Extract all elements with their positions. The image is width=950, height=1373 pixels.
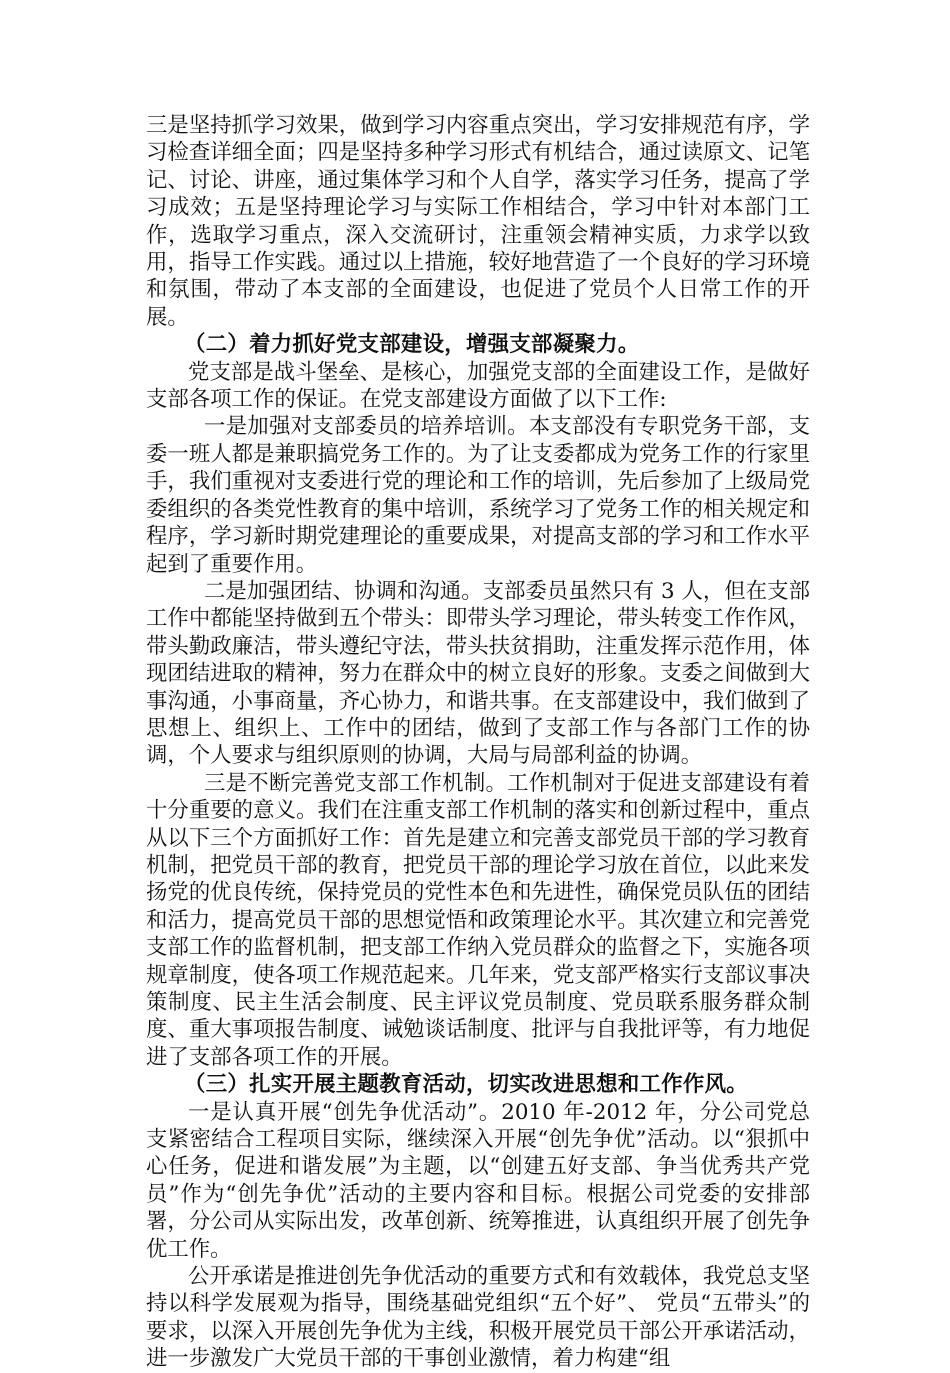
paragraph-committee-training: 一是加强对支部委员的培养培训。本支部没有专职党务干部，支委一班人都是兼职搞党务工作的。为了让支委都成为党务工作的行家里手，我们重视对支委进行党的理论和工作的培训，先后参加了上级局党委组织的各类党性教育的集中培训，系统学习了党务工作的相关规定和程序，学习新时期党建理论的重要成果，对提高支部的学习和工作水平起到了重要作用。 xyxy=(146,414,810,577)
section-heading-3: （三）扎实开展主题教育活动，切实改进思想和工作作风。 xyxy=(184,1072,748,1098)
paragraph-study-measures: 三是坚持抓学习效果，做到学习内容重点突出，学习安排规范有序，学习检查详细全面；四是坚持多种学习形式有机结合，通过读原文、记笔记、讨论、讲座，通过集体学习和个人自学，落实学习任务，提高了学习成效；五是坚持理论学习与实际工作相结合，学习中针对本部门工作，选取学习重点，深入交流研讨，注重领会精神实质，力求学以致用，指导工作实践。通过以上措施，较好地营造了一个良好的学习环境和氛围，带动了本支部的全面建设，也促进了党员个人日常工作的开展。 xyxy=(146,113,810,330)
paragraph-public-commitment: 公开承诺是推进创先争优活动的重要方式和有效载体，我党总支坚持以科学发展观为指导，围绕基础党组织“五个好”、 党员“五带头”的要求，以深入开展创先争优为主线，积极开展党员干部公开承诺活动，进一步激发广大党员干部的干事创业激情，着力构建“组 xyxy=(146,1264,810,1372)
paragraph-excellence-campaign: 一是认真开展“创先争优活动”。2010 年-2012 年，分公司党总支紧密结合工程项目实际，继续深入开展“创先争优”活动。以“狠抓中心任务，促进和谐发展”为主题，以“创建五好支部、争当优秀共产党员”作为“创先争优”活动的主要内容和目标。根据公司党委的安排部署，分公司从实际出发，改革创新、统筹推进，认真组织开展了创先争优工作。 xyxy=(146,1099,810,1262)
section-heading-2: （二）着力抓好党支部建设，增强支部凝聚力。 xyxy=(184,332,640,358)
paragraph-branch-intro: 党支部是战斗堡垒、是核心，加强党支部的全面建设工作，是做好支部各项工作的保证。在党支部建设方面做了以下工作: xyxy=(146,359,810,413)
paragraph-work-mechanism: 三是不断完善党支部工作机制。工作机制对于促进支部建设有着十分重要的意义。我们在注重支部工作机制的落实和创新过程中，重点从以下三个方面抓好工作：首先是建立和完善支部党员干部的学习教育机制，把党员干部的教育，把党员干部的理论学习放在首位，以此来发扬党的优良传统，保持党员的党性本色和先进性，确保党员队伍的团结和活力，提高党员干部的思想觉悟和政策理论水平。其次建立和完善党支部工作的监督机制，把支部工作纳入党员群众的监督之下，实施各项规章制度，使各项工作规范起来。几年来，党支部严格实行支部议事决策制度、民主生活会制度、民主评议党员制度、党员联系服务群众制度、重大事项报告制度、诫勉谈话制度、批评与自我批评等，有力地促进了支部各项工作的开展。 xyxy=(146,770,810,1070)
document-body xyxy=(146,112,810,1373)
paragraph-unity-coordination: 二是加强团结、协调和沟通。支部委员虽然只有 3 人，但在支部工作中都能坚持做到五个带头：即带头学习理论，带头转变工作作风，带头勤政廉洁，带头遵纪守法，带头扶贫捐助，注重发挥示范作用，体现团结进取的精神，努力在群众中的树立良好的形象。支委之间做到大事沟通，小事商量，齐心协力，和谐共事。在支部建设中，我们做到了思想上、组织上、工作中的团结，做到了支部工作与各部门工作的协调，个人要求与组织原则的协调，大局与局部利益的协调。 xyxy=(146,578,810,769)
